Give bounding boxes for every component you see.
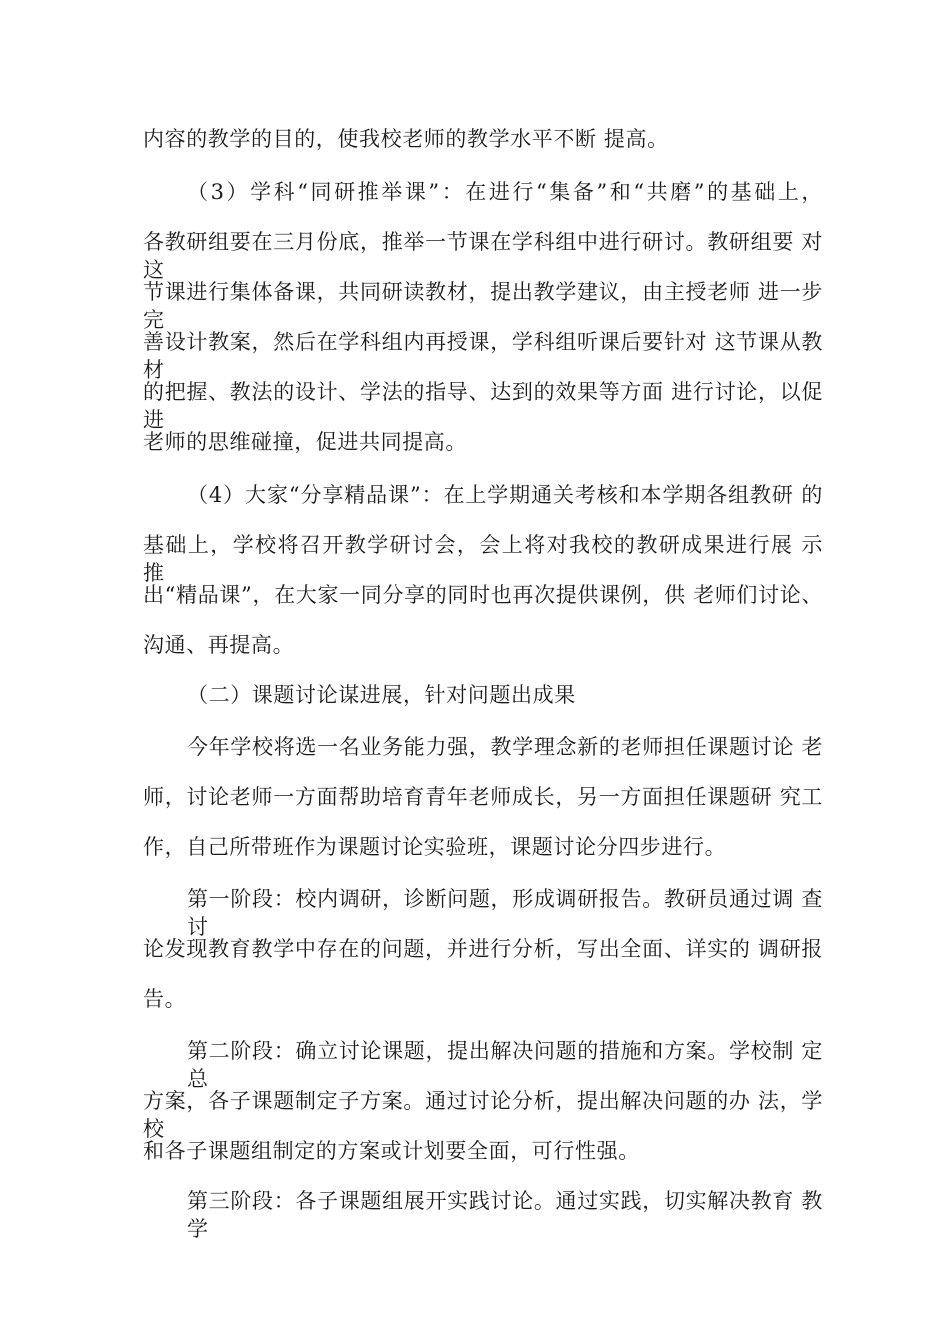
section-heading: （二）课题讨论谋进展，针对问题出成果	[187, 683, 576, 707]
paragraph-line: 第三阶段：各子课题组展开实践讨论。通过实践，切实解决教育 教学	[187, 1189, 823, 1241]
paragraph-line: 各教研组要在三月份底，推举一节课在学科组中进行研讨。教研组要 对这	[143, 230, 823, 282]
paragraph-line: 节课进行集体备课，共同研读教材，提出教学建议，由主授老师 进一步完	[143, 280, 823, 332]
paragraph-line: 师，讨论老师一方面帮助培育青年老师成长，另一方面担任课题研 究工	[143, 785, 823, 809]
paragraph-line: （3）学科“同研推举课”：在进行“集备”和“共磨”的基础上，	[187, 180, 823, 204]
paragraph-line: 老师的思维碰撞，促进共同提高。	[143, 430, 467, 454]
paragraph-line: 作，自己所带班作为课题讨论实验班，课题讨论分四步进行。	[143, 835, 727, 859]
paragraph-line: 基础上，学校将召开教学研讨会，会上将对我校的教研成果进行展 示 推	[143, 533, 823, 585]
paragraph-line: 方案，各子课题制定子方案。通过讨论分析，提出解决问题的办 法，学校	[143, 1089, 823, 1141]
paragraph-line: 论发现教育教学中存在的问题，并进行分析，写出全面、详实的 调研报	[143, 937, 823, 961]
paragraph-line: 善设计教案，然后在学科组内再授课，学科组听课后要针对 这节课从教材	[143, 330, 823, 382]
paragraph-line: 告。	[143, 987, 187, 1011]
paragraph-line: 的把握、教法的设计、学法的指导、达到的效果等方面 进行讨论，以促进	[143, 380, 823, 432]
paragraph-line: 第二阶段：确立讨论课题，提出解决问题的措施和方案。学校制 定总	[187, 1039, 823, 1091]
paragraph-line: 和各子课题组制定的方案或计划要全面，可行性强。	[143, 1139, 640, 1163]
paragraph-line: 出“精品课”，在大家一同分享的同时也再次提供课例，供 老师们讨论、	[143, 583, 823, 607]
paragraph-line: 今年学校将选一名业务能力强，教学理念新的老师担任课题讨论 老	[187, 735, 823, 759]
paragraph-line: 内容的教学的目的，使我校老师的教学水平不断 提高。	[143, 127, 669, 151]
paragraph-line: （4）大家“分享精品课”：在上学期通关考核和本学期各组教研 的	[187, 483, 823, 507]
paragraph-line: 沟通、再提高。	[143, 633, 295, 657]
paragraph-line: 第一阶段：校内调研，诊断问题，形成调研报告。教研员通过调 查讨	[187, 887, 823, 939]
